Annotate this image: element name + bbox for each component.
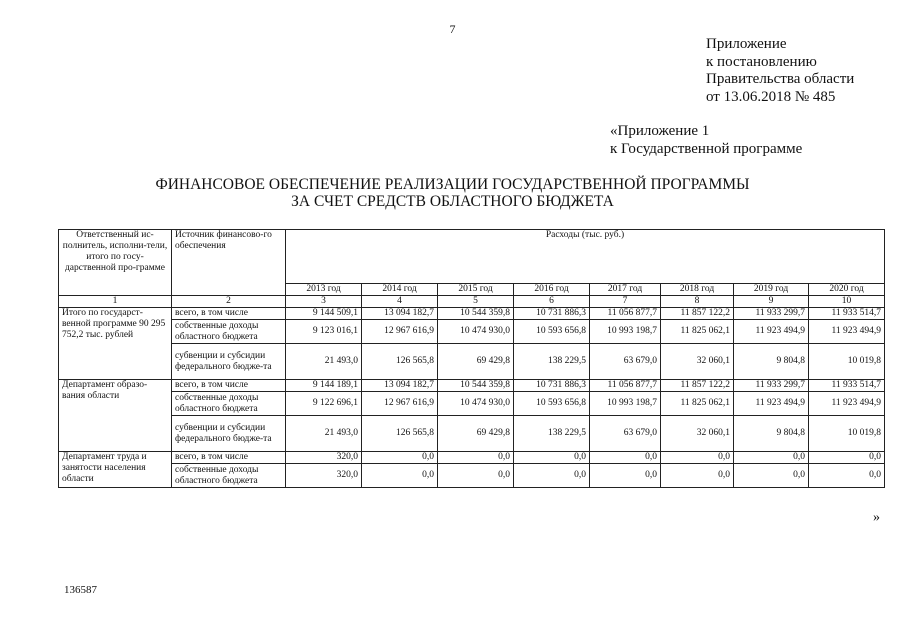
value-cell: 11 933 299,7 — [734, 380, 809, 392]
year-header: 2014 год — [362, 284, 438, 296]
value-cell: 11 825 062,1 — [661, 392, 734, 416]
value-cell: 10 019,8 — [809, 416, 885, 452]
appendix-block — [706, 36, 854, 106]
value-cell: 0,0 — [661, 464, 734, 488]
value-cell: 0,0 — [438, 452, 514, 464]
value-cell: 10 593 656,8 — [514, 392, 590, 416]
table-row — [59, 380, 885, 392]
year-header: 2013 год — [286, 284, 362, 296]
header-executor: Ответственный ис-полнитель, исполни-тели, итого по госу-дарственной про-грамме — [59, 230, 172, 296]
value-cell: 0,0 — [809, 464, 885, 488]
value-cell: 0,0 — [809, 452, 885, 464]
value-cell: 138 229,5 — [514, 416, 590, 452]
value-cell: 10 993 198,7 — [590, 320, 661, 344]
value-cell: 11 923 494,9 — [734, 392, 809, 416]
source-cell: собственные доходы областного бюджета — [172, 320, 286, 344]
executor-cell: Департамент труда и занятости населения области — [59, 452, 172, 488]
value-cell: 10 474 930,0 — [438, 320, 514, 344]
column-number: 6 — [514, 296, 590, 308]
value-cell: 11 923 494,9 — [809, 320, 885, 344]
value-cell: 63 679,0 — [590, 416, 661, 452]
value-cell: 10 544 359,8 — [438, 380, 514, 392]
value-cell: 9 804,8 — [734, 344, 809, 380]
value-cell: 320,0 — [286, 452, 362, 464]
year-header: 2016 год — [514, 284, 590, 296]
source-cell: субвенции и субсидии федерального бюдже-та — [172, 416, 286, 452]
closing-quote: » — [873, 510, 880, 525]
year-header: 2019 год — [734, 284, 809, 296]
value-cell: 0,0 — [362, 464, 438, 488]
source-cell: собственные доходы областного бюджета — [172, 464, 286, 488]
appendix-line: Приложение — [706, 36, 787, 52]
column-number: 8 — [661, 296, 734, 308]
value-cell: 0,0 — [514, 452, 590, 464]
value-cell: 11 825 062,1 — [661, 320, 734, 344]
value-cell: 0,0 — [514, 464, 590, 488]
value-cell: 63 679,0 — [590, 344, 661, 380]
value-cell: 0,0 — [590, 452, 661, 464]
value-cell: 21 493,0 — [286, 416, 362, 452]
header-source: Источник финансово-го обеспечения — [172, 230, 286, 296]
value-cell: 0,0 — [661, 452, 734, 464]
value-cell: 0,0 — [734, 464, 809, 488]
table-row — [59, 344, 885, 380]
value-cell: 11 933 514,7 — [809, 380, 885, 392]
value-cell: 11 923 494,9 — [809, 392, 885, 416]
document-title — [0, 176, 905, 210]
column-number: 10 — [809, 296, 885, 308]
value-cell: 320,0 — [286, 464, 362, 488]
value-cell: 32 060,1 — [661, 344, 734, 380]
value-cell: 126 565,8 — [362, 344, 438, 380]
value-cell: 10 593 656,8 — [514, 320, 590, 344]
value-cell: 10 474 930,0 — [438, 392, 514, 416]
table-row — [59, 464, 885, 488]
appendix-line: Правительства области — [706, 71, 855, 87]
value-cell: 10 019,8 — [809, 344, 885, 380]
year-header: 2020 год — [809, 284, 885, 296]
value-cell: 0,0 — [438, 464, 514, 488]
year-header: 2017 год — [590, 284, 661, 296]
value-cell: 12 967 616,9 — [362, 392, 438, 416]
value-cell: 126 565,8 — [362, 416, 438, 452]
value-cell: 138 229,5 — [514, 344, 590, 380]
value-cell: 11 056 877,7 — [590, 380, 661, 392]
value-cell: 0,0 — [362, 452, 438, 464]
value-cell: 69 429,8 — [438, 416, 514, 452]
value-cell: 13 094 182,7 — [362, 380, 438, 392]
value-cell: 10 544 359,8 — [438, 308, 514, 320]
source-cell: всего, в том числе — [172, 452, 286, 464]
value-cell: 0,0 — [734, 452, 809, 464]
executor-cell: Итого по государст-венной программе 90 295 752,2 тыс. рублей — [59, 308, 172, 380]
year-header: 2018 год — [661, 284, 734, 296]
value-cell: 11 056 877,7 — [590, 308, 661, 320]
value-cell: 11 857 122,2 — [661, 308, 734, 320]
source-cell: всего, в том числе — [172, 380, 286, 392]
value-cell: 69 429,8 — [438, 344, 514, 380]
page-number: 7 — [449, 22, 456, 36]
value-cell: 21 493,0 — [286, 344, 362, 380]
column-number: 3 — [286, 296, 362, 308]
source-cell: субвенции и субсидии федерального бюдже-та — [172, 344, 286, 380]
column-number: 9 — [734, 296, 809, 308]
program-appendix-block — [610, 123, 802, 158]
source-cell: всего, в том числе — [172, 308, 286, 320]
financing-table — [58, 229, 885, 488]
table-row — [59, 308, 885, 320]
value-cell: 11 923 494,9 — [734, 320, 809, 344]
value-cell: 0,0 — [590, 464, 661, 488]
value-cell: 10 731 886,3 — [514, 308, 590, 320]
column-number: 7 — [590, 296, 661, 308]
table-row — [59, 416, 885, 452]
value-cell: 9 144 189,1 — [286, 380, 362, 392]
source-cell: собственные доходы областного бюджета — [172, 392, 286, 416]
value-cell: 9 123 016,1 — [286, 320, 362, 344]
table-row — [59, 320, 885, 344]
value-cell: 9 804,8 — [734, 416, 809, 452]
value-cell: 9 122 696,1 — [286, 392, 362, 416]
title-line-2: ЗА СЧЕТ СРЕДСТВ ОБЛАСТНОГО БЮДЖЕТА — [291, 193, 614, 210]
value-cell: 11 933 514,7 — [809, 308, 885, 320]
column-numbers-row — [59, 296, 885, 308]
table-row — [59, 452, 885, 464]
column-number: 1 — [59, 296, 172, 308]
program-appendix-line: «Приложение 1 — [610, 123, 710, 139]
column-number: 5 — [438, 296, 514, 308]
column-number: 4 — [362, 296, 438, 308]
appendix-line: к постановлению — [706, 53, 817, 70]
value-cell: 12 967 616,9 — [362, 320, 438, 344]
value-cell: 9 144 509,1 — [286, 308, 362, 320]
title-line-1: ФИНАНСОВОЕ ОБЕСПЕЧЕНИЕ РЕАЛИЗАЦИИ ГОСУДАРСТВЕННОЙ ПРОГРАММЫ — [155, 176, 750, 193]
value-cell: 32 060,1 — [661, 416, 734, 452]
value-cell: 11 933 299,7 — [734, 308, 809, 320]
executor-cell: Департамент образо-вания области — [59, 380, 172, 452]
table-row — [59, 392, 885, 416]
value-cell: 11 857 122,2 — [661, 380, 734, 392]
header-expenses: Расходы (тыс. руб.) — [286, 230, 885, 284]
program-appendix-line: к Государственной программе — [610, 140, 803, 157]
value-cell: 13 094 182,7 — [362, 308, 438, 320]
value-cell: 10 993 198,7 — [590, 392, 661, 416]
document-code: 136587 — [64, 584, 97, 596]
year-header: 2015 год — [438, 284, 514, 296]
column-number: 2 — [172, 296, 286, 308]
appendix-line: от 13.06.2018 № 485 — [706, 88, 836, 105]
value-cell: 10 731 886,3 — [514, 380, 590, 392]
